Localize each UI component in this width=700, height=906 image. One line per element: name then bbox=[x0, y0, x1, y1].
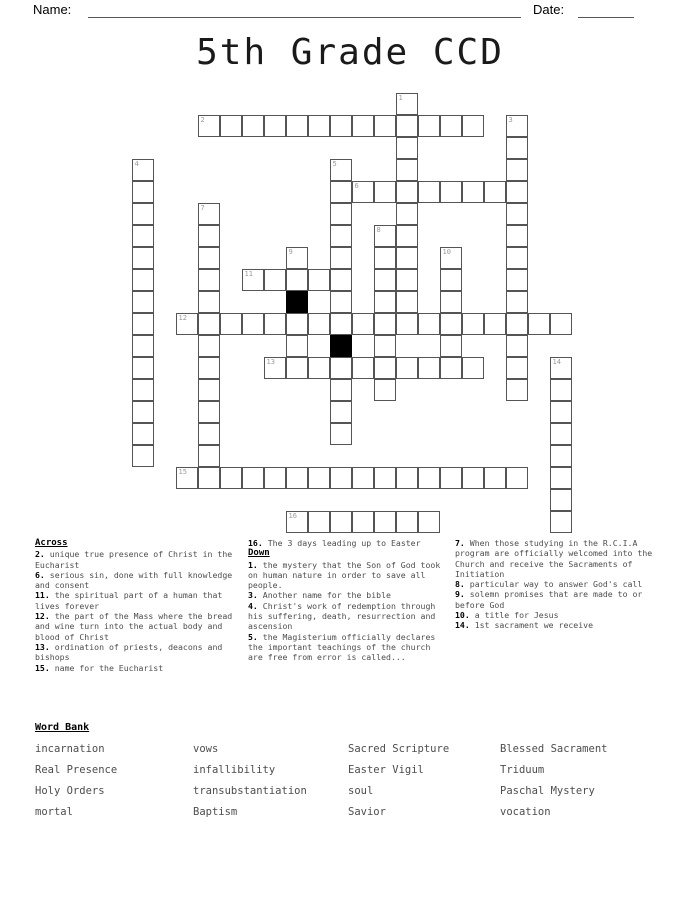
grid-cell[interactable] bbox=[374, 247, 396, 269]
grid-cell[interactable] bbox=[440, 181, 462, 203]
clue-number: 13. bbox=[35, 641, 50, 652]
clue-down-14: 14. 1st sacrament we receive bbox=[455, 620, 594, 631]
grid-cell[interactable] bbox=[330, 181, 352, 203]
grid-cell[interactable] bbox=[374, 467, 396, 489]
clue-down-9: 9. solemn promises that are made to or before God bbox=[455, 589, 643, 610]
grid-cell-number: 13 bbox=[266, 358, 275, 366]
grid-cell[interactable] bbox=[352, 313, 374, 335]
grid-cell[interactable] bbox=[264, 467, 286, 489]
grid-cell[interactable] bbox=[374, 225, 396, 247]
word-bank-item: Baptism bbox=[193, 806, 238, 818]
grid-cell[interactable] bbox=[440, 291, 462, 313]
word-bank-item: Real Presence bbox=[35, 764, 118, 776]
grid-cell-number: 14 bbox=[552, 358, 561, 366]
clue-number: 14. bbox=[455, 620, 470, 631]
grid-cell-number: 9 bbox=[288, 248, 293, 256]
word-bank-item: incarnation bbox=[35, 743, 105, 755]
grid-cell[interactable] bbox=[330, 291, 352, 313]
word-bank-item: Paschal Mystery bbox=[500, 785, 595, 797]
grid-cell[interactable] bbox=[418, 115, 440, 137]
clue-down-5: 5. the Magisterium officially declares the important teachings of the church are free from error is called... bbox=[248, 631, 436, 663]
grid-cell[interactable] bbox=[242, 313, 264, 335]
grid-cell[interactable] bbox=[198, 467, 220, 489]
grid-cell[interactable] bbox=[374, 379, 396, 401]
grid-cell[interactable] bbox=[330, 401, 352, 423]
grid-cell[interactable] bbox=[330, 467, 352, 489]
clue-number: 16. bbox=[248, 538, 263, 548]
grid-cell[interactable] bbox=[374, 511, 396, 533]
grid-cell[interactable] bbox=[506, 313, 528, 335]
grid-cell[interactable] bbox=[198, 203, 220, 225]
word-bank-item: transubstantiation bbox=[193, 785, 307, 797]
clues-column-2 bbox=[248, 538, 448, 663]
clue-number: 5. bbox=[248, 631, 258, 642]
grid-cell[interactable] bbox=[440, 357, 462, 379]
grid-cell[interactable] bbox=[462, 181, 484, 203]
grid-cell[interactable] bbox=[374, 115, 396, 137]
grid-cell[interactable] bbox=[506, 115, 528, 137]
grid-cell[interactable] bbox=[440, 247, 462, 269]
grid-cell[interactable] bbox=[330, 357, 352, 379]
grid-cell[interactable] bbox=[418, 511, 440, 533]
grid-cell[interactable] bbox=[286, 335, 308, 357]
grid-cell[interactable] bbox=[198, 379, 220, 401]
grid-cell[interactable] bbox=[330, 423, 352, 445]
grid-cell[interactable] bbox=[308, 511, 330, 533]
grid-cell[interactable] bbox=[374, 357, 396, 379]
grid-cell[interactable] bbox=[528, 313, 550, 335]
grid-cell[interactable] bbox=[396, 357, 418, 379]
clue-number: 11. bbox=[35, 590, 50, 601]
grid-cell[interactable] bbox=[506, 181, 528, 203]
grid-cell[interactable] bbox=[506, 335, 528, 357]
clue-number: 15. bbox=[35, 662, 50, 673]
grid-cell[interactable] bbox=[198, 115, 220, 137]
grid-cell[interactable] bbox=[550, 467, 572, 489]
grid-cell[interactable] bbox=[198, 225, 220, 247]
grid-block-cell bbox=[286, 291, 308, 313]
clue-number: 9. bbox=[455, 589, 465, 600]
word-bank-item: infallibility bbox=[193, 764, 276, 776]
grid-cell[interactable] bbox=[264, 357, 286, 379]
grid-cell[interactable] bbox=[506, 225, 528, 247]
grid-cell[interactable] bbox=[330, 247, 352, 269]
grid-cell[interactable] bbox=[286, 357, 308, 379]
grid-block-cell bbox=[330, 335, 352, 357]
clue-down-4: 4. Christ's work of redemption through his suffering, death, resurrection and ascension bbox=[248, 600, 436, 632]
grid-cell-number: 6 bbox=[354, 182, 359, 190]
word-bank-item: Holy Orders bbox=[35, 785, 105, 797]
grid-cell-number: 4 bbox=[134, 160, 139, 168]
grid-cell[interactable] bbox=[264, 269, 286, 291]
grid-cell[interactable] bbox=[132, 225, 154, 247]
word-bank-item: Savior bbox=[348, 806, 386, 818]
grid-cell[interactable] bbox=[330, 511, 352, 533]
grid-cell[interactable] bbox=[198, 313, 220, 335]
grid-cell[interactable] bbox=[352, 357, 374, 379]
page-title: 5th Grade CCD bbox=[196, 32, 504, 73]
clue-number: 8. bbox=[455, 579, 465, 590]
grid-cell[interactable] bbox=[220, 313, 242, 335]
grid-cell[interactable] bbox=[462, 357, 484, 379]
word-bank-item: Triduum bbox=[500, 764, 545, 776]
grid-cell[interactable] bbox=[374, 313, 396, 335]
grid-cell[interactable] bbox=[396, 93, 418, 115]
grid-cell-number: 15 bbox=[178, 468, 187, 476]
grid-cell[interactable] bbox=[396, 313, 418, 335]
grid-cell[interactable] bbox=[330, 225, 352, 247]
grid-cell[interactable] bbox=[286, 247, 308, 269]
grid-cell[interactable] bbox=[132, 269, 154, 291]
grid-cell-number: 3 bbox=[508, 116, 513, 124]
grid-cell[interactable] bbox=[396, 269, 418, 291]
clue-across-12: 12. the part of the Mass where the bread and wine turn into the actual body and blood of Christ bbox=[35, 611, 233, 642]
grid-cell[interactable] bbox=[352, 467, 374, 489]
grid-cell[interactable] bbox=[176, 467, 198, 489]
clue-down-10: 10. a title for Jesus bbox=[455, 610, 559, 621]
grid-cell[interactable] bbox=[418, 357, 440, 379]
clue-down-8: 8. particular way to answer God's call bbox=[455, 579, 643, 590]
grid-cell-number: 5 bbox=[332, 160, 337, 168]
clue-number: 12. bbox=[35, 611, 50, 622]
grid-cell[interactable] bbox=[550, 401, 572, 423]
clue-down-7: 7. When those studying in the R.C.I.A program are officially welcomed into the Church and receive the Sacraments of Initiation bbox=[455, 538, 653, 579]
grid-cell[interactable] bbox=[506, 357, 528, 379]
grid-cell-number: 8 bbox=[376, 226, 381, 234]
clue-across-11: 11. the spiritual part of a human that lives forever bbox=[35, 590, 223, 611]
grid-cell[interactable] bbox=[286, 313, 308, 335]
grid-cell[interactable] bbox=[330, 313, 352, 335]
grid-cell[interactable] bbox=[396, 247, 418, 269]
grid-cell[interactable] bbox=[132, 181, 154, 203]
grid-cell[interactable] bbox=[418, 181, 440, 203]
grid-cell[interactable] bbox=[132, 445, 154, 467]
word-bank-section bbox=[35, 722, 675, 818]
grid-cell[interactable] bbox=[132, 423, 154, 445]
word-bank-list bbox=[35, 743, 675, 818]
grid-cell[interactable] bbox=[506, 379, 528, 401]
grid-cell[interactable] bbox=[132, 247, 154, 269]
word-bank-item: soul bbox=[348, 785, 374, 797]
grid-cell-number: 10 bbox=[442, 248, 451, 256]
grid-cell[interactable] bbox=[132, 291, 154, 313]
grid-cell[interactable] bbox=[374, 181, 396, 203]
clue-number: 4. bbox=[248, 600, 258, 611]
grid-cell[interactable] bbox=[396, 203, 418, 225]
grid-cell-number: 11 bbox=[244, 270, 253, 278]
grid-cell[interactable] bbox=[396, 511, 418, 533]
clue-number: 2. bbox=[35, 549, 45, 560]
grid-cell[interactable] bbox=[506, 203, 528, 225]
clue-number: 1. bbox=[248, 559, 258, 570]
grid-cell[interactable] bbox=[506, 159, 528, 181]
grid-cell[interactable] bbox=[132, 401, 154, 423]
word-bank-item: vows bbox=[193, 743, 219, 755]
grid-cell[interactable] bbox=[550, 313, 572, 335]
grid-cell[interactable] bbox=[352, 181, 374, 203]
grid-cell[interactable] bbox=[396, 115, 418, 137]
clue-number: 3. bbox=[248, 590, 258, 601]
grid-cell[interactable] bbox=[286, 269, 308, 291]
down-heading: Down bbox=[248, 548, 270, 559]
clue-number: 7. bbox=[455, 538, 465, 548]
grid-cell[interactable] bbox=[198, 291, 220, 313]
grid-cell[interactable] bbox=[308, 269, 330, 291]
clue-across-15: 15. name for the Eucharist bbox=[35, 662, 164, 673]
grid-cell[interactable] bbox=[506, 137, 528, 159]
grid-cell[interactable] bbox=[440, 335, 462, 357]
grid-cell[interactable] bbox=[198, 445, 220, 467]
grid-cell[interactable] bbox=[264, 313, 286, 335]
clues-column-3 bbox=[455, 538, 660, 631]
grid-cell[interactable] bbox=[220, 115, 242, 137]
grid-cell[interactable] bbox=[484, 313, 506, 335]
grid-cell[interactable] bbox=[198, 357, 220, 379]
grid-cell[interactable] bbox=[132, 159, 154, 181]
grid-cell[interactable] bbox=[550, 489, 572, 511]
grid-cell[interactable] bbox=[396, 159, 418, 181]
grid-cell[interactable] bbox=[550, 445, 572, 467]
clue-down-3: 3. Another name for the bible bbox=[248, 590, 391, 601]
grid-cell[interactable] bbox=[440, 269, 462, 291]
word-bank-title: Word Bank bbox=[35, 722, 90, 733]
grid-cell[interactable] bbox=[440, 467, 462, 489]
clue-across-6: 6. serious sin, done with full knowledge and consent bbox=[35, 569, 233, 591]
grid-cell[interactable] bbox=[396, 181, 418, 203]
grid-cell[interactable] bbox=[220, 467, 242, 489]
grid-cell[interactable] bbox=[550, 357, 572, 379]
grid-cell[interactable] bbox=[374, 269, 396, 291]
grid-cell[interactable] bbox=[198, 247, 220, 269]
word-bank-item: Sacred Scripture bbox=[348, 743, 450, 755]
grid-cell[interactable] bbox=[440, 313, 462, 335]
word-bank-item: vocation bbox=[500, 806, 551, 818]
grid-cell[interactable] bbox=[462, 115, 484, 137]
grid-cell-number: 7 bbox=[200, 204, 205, 212]
grid-cell[interactable] bbox=[506, 269, 528, 291]
grid-cell[interactable] bbox=[308, 467, 330, 489]
grid-cell[interactable] bbox=[352, 511, 374, 533]
clue-number: 10. bbox=[455, 610, 470, 621]
clue-down-1: 1. the mystery that the Son of God took on human nature in order to save all people. bbox=[248, 559, 441, 591]
grid-cell[interactable] bbox=[330, 379, 352, 401]
grid-cell[interactable] bbox=[330, 269, 352, 291]
grid-cell[interactable] bbox=[550, 379, 572, 401]
grid-cell[interactable] bbox=[330, 159, 352, 181]
grid-cell[interactable] bbox=[308, 115, 330, 137]
grid-cell[interactable] bbox=[506, 291, 528, 313]
clue-across-2: 2. unique true presence of Christ in the Eucharist bbox=[35, 549, 233, 570]
grid-cell[interactable] bbox=[440, 115, 462, 137]
clue-across-13: 13. ordination of priests, deacons and bishops bbox=[35, 641, 223, 663]
grid-cell[interactable] bbox=[396, 291, 418, 313]
grid-cell[interactable] bbox=[550, 423, 572, 445]
grid-cell[interactable] bbox=[198, 423, 220, 445]
grid-cell[interactable] bbox=[308, 357, 330, 379]
grid-cell-number: 12 bbox=[178, 314, 187, 322]
word-bank-item: Blessed Sacrament bbox=[500, 743, 608, 755]
grid-cell[interactable] bbox=[286, 467, 308, 489]
clues-section bbox=[0, 538, 700, 713]
grid-cell[interactable] bbox=[396, 467, 418, 489]
grid-cell[interactable] bbox=[242, 467, 264, 489]
grid-cell[interactable] bbox=[242, 115, 264, 137]
clue-number: 6. bbox=[35, 569, 45, 580]
grid-cell[interactable] bbox=[198, 401, 220, 423]
grid-cell[interactable] bbox=[484, 181, 506, 203]
grid-cell[interactable] bbox=[132, 357, 154, 379]
grid-cell[interactable] bbox=[286, 115, 308, 137]
grid-cell-number: 2 bbox=[200, 116, 205, 124]
grid-cell[interactable] bbox=[132, 203, 154, 225]
grid-cell[interactable] bbox=[132, 379, 154, 401]
grid-cell[interactable] bbox=[506, 247, 528, 269]
date-label: Date: bbox=[533, 2, 565, 17]
grid-cell[interactable] bbox=[308, 313, 330, 335]
grid-cell[interactable] bbox=[242, 269, 264, 291]
grid-cell[interactable] bbox=[264, 115, 286, 137]
grid-cell[interactable] bbox=[330, 115, 352, 137]
grid-cell[interactable] bbox=[198, 269, 220, 291]
grid-cell[interactable] bbox=[396, 225, 418, 247]
grid-cell[interactable] bbox=[352, 115, 374, 137]
grid-cell[interactable] bbox=[176, 313, 198, 335]
grid-cell[interactable] bbox=[286, 511, 308, 533]
clues-column-1 bbox=[35, 538, 243, 673]
grid-cell[interactable] bbox=[462, 467, 484, 489]
grid-cell[interactable] bbox=[330, 203, 352, 225]
grid-cell[interactable] bbox=[550, 511, 572, 533]
grid-cell[interactable] bbox=[484, 467, 506, 489]
clue-across-16: 16. The 3 days leading up to Easter bbox=[248, 538, 421, 548]
name-label: Name: bbox=[33, 2, 72, 17]
grid-cell[interactable] bbox=[374, 335, 396, 357]
grid-cell[interactable] bbox=[198, 335, 220, 357]
grid-cell[interactable] bbox=[374, 291, 396, 313]
word-bank-item: Easter Vigil bbox=[348, 764, 424, 776]
grid-cell[interactable] bbox=[132, 335, 154, 357]
grid-cell-number: 16 bbox=[288, 512, 297, 520]
grid-cell[interactable] bbox=[462, 313, 484, 335]
grid-cell[interactable] bbox=[418, 467, 440, 489]
grid-cell[interactable] bbox=[506, 467, 528, 489]
grid-cell[interactable] bbox=[396, 137, 418, 159]
grid-cell[interactable] bbox=[418, 313, 440, 335]
across-heading: Across bbox=[35, 538, 68, 548]
grid-cell-number: 1 bbox=[398, 94, 403, 102]
word-bank-item: mortal bbox=[35, 806, 73, 818]
grid-cell[interactable] bbox=[132, 313, 154, 335]
